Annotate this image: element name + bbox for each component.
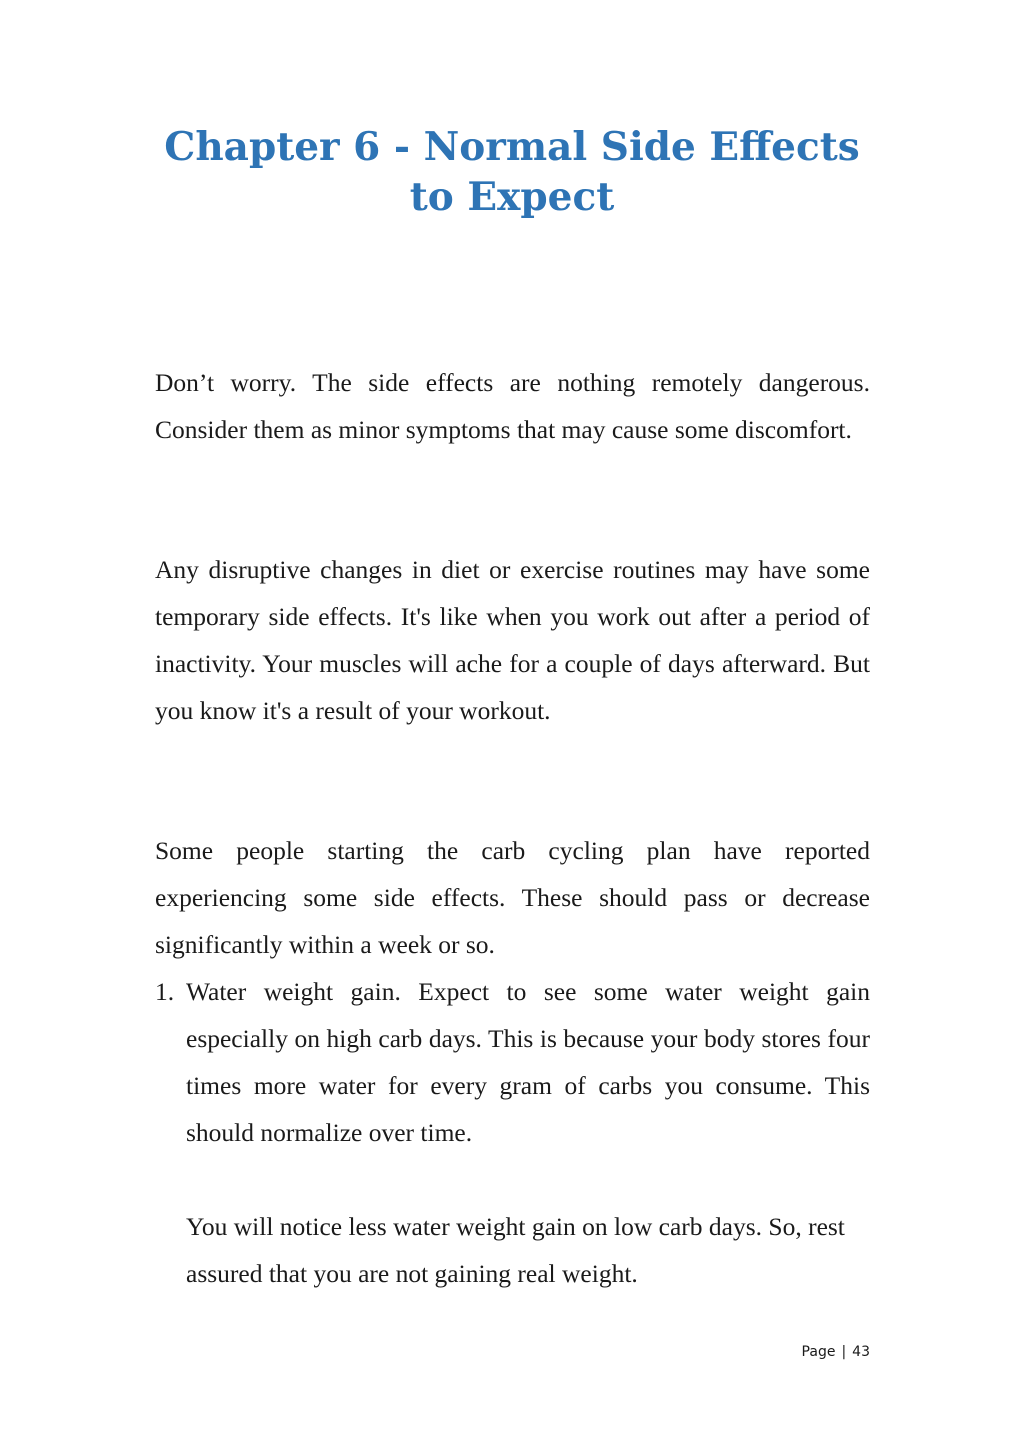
page-footer: [802, 1340, 870, 1364]
side-effects-list: [155, 968, 870, 1297]
page-number: 43: [852, 1344, 870, 1360]
paragraph-reported-side-effects: Some people starting the carb cycling plan have reported experiencing some side effects. These should pass or decrease significantly within a week or so.: [155, 836, 870, 959]
list-item-text: Water weight gain. Expect to see some water weight gain especially on high carb days. This is because your body stores four times more water for every gram of carbs you consume. This should normalize over time.: [186, 977, 870, 1147]
page-label: Page: [801, 1344, 836, 1360]
paragraph-intro: Don’t worry. The side effects are nothing remotely dangerous. Consider them as minor symptoms that may cause some discomfort.: [155, 368, 870, 444]
list-item-number: 1.: [155, 977, 175, 1006]
chapter-title: [120, 122, 904, 222]
paragraph-disruptive-changes: Any disruptive changes in diet or exercise routines may have some temporary side effects. It's like when you work out after a period of inactivity. Your muscles will ache for a couple of days afterward. But you know it's a result of your workout.: [155, 555, 870, 725]
chapter-title-line-1: Chapter 6 - Normal Side Effects: [164, 124, 860, 170]
list-item: [155, 968, 870, 1297]
chapter-title-line-2: to Expect: [409, 174, 615, 220]
list-item-note: You will notice less water weight gain on low carb days. So, rest assured that you are not gaining real weight.: [186, 1212, 845, 1288]
page-separator: |: [841, 1344, 847, 1360]
